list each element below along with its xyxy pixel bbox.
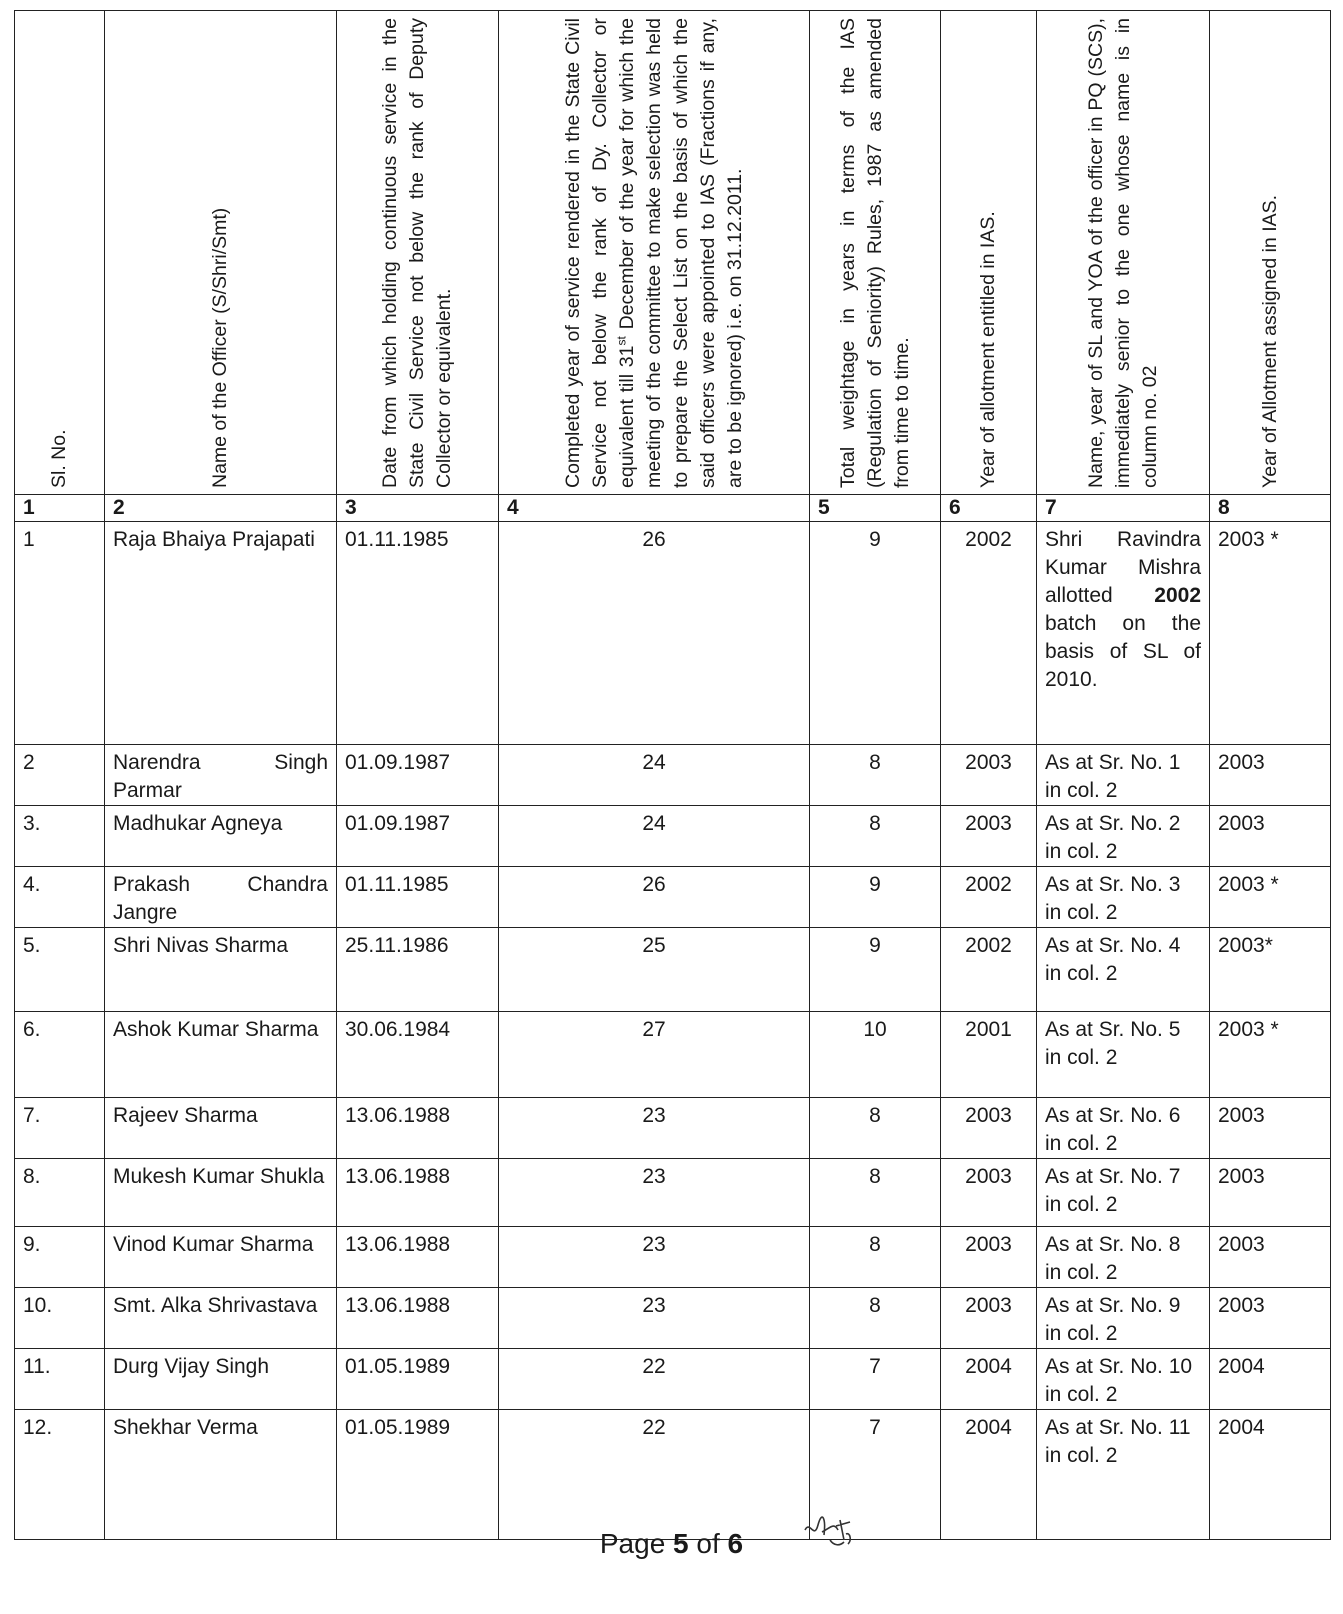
header-weightage <box>810 11 941 495</box>
cell-name: Rajeev Sharma <box>105 1098 337 1159</box>
cell-name: Narendra Singh Parmar <box>105 745 337 806</box>
header-entitled <box>941 11 1037 495</box>
cell-name: Shekhar Verma <box>105 1410 337 1540</box>
document-sheet <box>14 10 1330 1520</box>
cell-name: Durg Vijay Singh <box>105 1349 337 1410</box>
cell-sl: 11. <box>15 1349 105 1410</box>
cell-years: 25 <box>499 928 810 1012</box>
cell-years: 23 <box>499 1159 810 1227</box>
cell-date: 01.05.1989 <box>337 1410 499 1540</box>
cell-weightage: 8 <box>810 1159 941 1227</box>
cell-name: Prakash Chandra Jangre <box>105 867 337 928</box>
cell-years: 24 <box>499 745 810 806</box>
header-date <box>337 11 499 495</box>
cell-entitled: 2003 <box>941 1159 1037 1227</box>
cell-assigned: 2003 <box>1210 745 1331 806</box>
cell-senior: As at Sr. No. 2 in col. 2 <box>1037 806 1210 867</box>
cell-assigned: 2003 * <box>1210 867 1331 928</box>
cell-date: 13.06.1988 <box>337 1098 499 1159</box>
cell-sl: 9. <box>15 1227 105 1288</box>
cell-senior: As at Sr. No. 6 in col. 2 <box>1037 1098 1210 1159</box>
header-row <box>15 11 1331 495</box>
cell-entitled: 2003 <box>941 745 1037 806</box>
cell-date: 13.06.1988 <box>337 1227 499 1288</box>
table-row <box>15 867 1331 928</box>
cell-weightage: 9 <box>810 928 941 1012</box>
cell-assigned: 2003 * <box>1210 1012 1331 1098</box>
header-assigned <box>1210 11 1331 495</box>
cell-entitled: 2002 <box>941 522 1037 745</box>
cell-sl: 6. <box>15 1012 105 1098</box>
cell-sl: 5. <box>15 928 105 1012</box>
header-text: Name, year of SL and YOA of the officer in PQ (SCS), immediately senior to the one whose name is in column no. 02 <box>1084 18 1161 488</box>
header-text: Completed year of service rendered in the State Civil Service not below the rank of Dy. Collector or equivalent till 31st December of the year for which the meeting of the committee to make selection was held to prepare the Select List on the basis of which the said officers were appointed to IAS (Fractions if any, are to be ignored) i.e. on 31.12.2011. <box>561 17 746 488</box>
cell-senior: As at Sr. No. 3 in col. 2 <box>1037 867 1210 928</box>
cell-senior: As at Sr. No. 11 in col. 2 <box>1037 1410 1210 1540</box>
cell-weightage: 8 <box>810 806 941 867</box>
cell-date: 01.09.1987 <box>337 806 499 867</box>
column-number: 7 <box>1037 495 1210 522</box>
cell-entitled: 2003 <box>941 1227 1037 1288</box>
table-row <box>15 806 1331 867</box>
table-row <box>15 1288 1331 1349</box>
signature-scribble <box>800 1510 860 1560</box>
cell-sl: 10. <box>15 1288 105 1349</box>
cell-entitled: 2003 <box>941 806 1037 867</box>
cell-sl: 7. <box>15 1098 105 1159</box>
cell-weightage: 8 <box>810 745 941 806</box>
cell-date: 01.11.1985 <box>337 867 499 928</box>
cell-weightage: 8 <box>810 1227 941 1288</box>
cell-sl: 2 <box>15 745 105 806</box>
cell-assigned: 2003 * <box>1210 522 1331 745</box>
header-text: Total weightage in years in terms of the IAS (Regulation of Seniority) Rules, 1987 as amended from time to time. <box>836 18 913 488</box>
seniority-table <box>14 10 1331 1540</box>
cell-name: Mukesh Kumar Shukla <box>105 1159 337 1227</box>
cell-sl: 12. <box>15 1410 105 1540</box>
cell-years: 22 <box>499 1410 810 1540</box>
cell-senior: As at Sr. No. 1 in col. 2 <box>1037 745 1210 806</box>
cell-sl: 8. <box>15 1159 105 1227</box>
cell-date: 13.06.1988 <box>337 1159 499 1227</box>
cell-senior: As at Sr. No. 5 in col. 2 <box>1037 1012 1210 1098</box>
cell-name: Shri Nivas Sharma <box>105 928 337 1012</box>
cell-weightage: 8 <box>810 1098 941 1159</box>
cell-name: Ashok Kumar Sharma <box>105 1012 337 1098</box>
cell-years: 27 <box>499 1012 810 1098</box>
cell-years: 23 <box>499 1098 810 1159</box>
table-row <box>15 1159 1331 1227</box>
cell-senior: As at Sr. No. 8 in col. 2 <box>1037 1227 1210 1288</box>
cell-date: 13.06.1988 <box>337 1288 499 1349</box>
cell-weightage: 9 <box>810 867 941 928</box>
cell-assigned: 2003* <box>1210 928 1331 1012</box>
cell-date: 25.11.1986 <box>337 928 499 1012</box>
cell-senior: As at Sr. No. 7 in col. 2 <box>1037 1159 1210 1227</box>
cell-weightage: 8 <box>810 1288 941 1349</box>
cell-senior: Shri Ravindra Kumar Mishra allotted 2002 batch on the basis of SL of 2010. <box>1037 522 1210 745</box>
column-number: 8 <box>1210 495 1331 522</box>
page-footer: Page 5 of 6 <box>599 1528 744 1559</box>
cell-name: Raja Bhaiya Prajapati <box>105 522 337 745</box>
cell-assigned: 2003 <box>1210 1227 1331 1288</box>
cell-date: 01.11.1985 <box>337 522 499 745</box>
header-text: Year of allotment entitled in IAS. <box>977 211 999 488</box>
header-text: Sl. No. <box>48 429 70 488</box>
header-name <box>105 11 337 495</box>
cell-years: 22 <box>499 1349 810 1410</box>
table-row <box>15 1012 1331 1098</box>
column-number: 2 <box>105 495 337 522</box>
cell-senior: As at Sr. No. 4 in col. 2 <box>1037 928 1210 1012</box>
cell-assigned: 2003 <box>1210 806 1331 867</box>
current-page: 5 <box>673 1528 689 1559</box>
cell-entitled: 2002 <box>941 867 1037 928</box>
cell-date: 01.05.1989 <box>337 1349 499 1410</box>
header-senior <box>1037 11 1210 495</box>
cell-assigned: 2003 <box>1210 1098 1331 1159</box>
header-text: Date from which holding continuous service in the State Civil Service not below the rank of Deputy Collector or equivalent. <box>379 18 455 488</box>
header-text: Year of Allotment assigned in IAS. <box>1258 194 1281 488</box>
cell-name: Smt. Alka Shrivastava <box>105 1288 337 1349</box>
cell-weightage: 7 <box>810 1410 941 1540</box>
table-row <box>15 522 1331 745</box>
header-sl <box>15 11 105 495</box>
table-row <box>15 745 1331 806</box>
header-years <box>499 11 810 495</box>
cell-entitled: 2003 <box>941 1098 1037 1159</box>
cell-entitled: 2003 <box>941 1288 1037 1349</box>
cell-date: 30.06.1984 <box>337 1012 499 1098</box>
header-text: Name of the Officer (S/Shri/Smt) <box>209 207 231 488</box>
column-number: 6 <box>941 495 1037 522</box>
cell-sl: 3. <box>15 806 105 867</box>
cell-years: 23 <box>499 1227 810 1288</box>
table-row <box>15 1410 1331 1540</box>
total-pages: 6 <box>727 1528 744 1559</box>
cell-senior: As at Sr. No. 10 in col. 2 <box>1037 1349 1210 1410</box>
cell-years: 26 <box>499 867 810 928</box>
table-row <box>15 1227 1331 1288</box>
cell-weightage: 9 <box>810 522 941 745</box>
cell-assigned: 2004 <box>1210 1349 1331 1410</box>
cell-senior: As at Sr. No. 9 in col. 2 <box>1037 1288 1210 1349</box>
cell-name: Vinod Kumar Sharma <box>105 1227 337 1288</box>
column-number: 3 <box>337 495 499 522</box>
column-number: 5 <box>810 495 941 522</box>
cell-date: 01.09.1987 <box>337 745 499 806</box>
cell-years: 23 <box>499 1288 810 1349</box>
column-number: 4 <box>499 495 810 522</box>
column-number-row <box>15 495 1331 522</box>
cell-years: 26 <box>499 522 810 745</box>
cell-weightage: 7 <box>810 1349 941 1410</box>
cell-assigned: 2004 <box>1210 1410 1331 1540</box>
cell-years: 24 <box>499 806 810 867</box>
table-row <box>15 1349 1331 1410</box>
cell-entitled: 2004 <box>941 1410 1037 1540</box>
table-row <box>15 1098 1331 1159</box>
table-row <box>15 928 1331 1012</box>
cell-assigned: 2003 <box>1210 1288 1331 1349</box>
cell-assigned: 2003 <box>1210 1159 1331 1227</box>
cell-sl: 4. <box>15 867 105 928</box>
cell-name: Madhukar Agneya <box>105 806 337 867</box>
cell-weightage: 10 <box>810 1012 941 1098</box>
column-number: 1 <box>15 495 105 522</box>
cell-entitled: 2001 <box>941 1012 1037 1098</box>
cell-entitled: 2002 <box>941 928 1037 1012</box>
cell-sl: 1 <box>15 522 105 745</box>
cell-entitled: 2004 <box>941 1349 1037 1410</box>
